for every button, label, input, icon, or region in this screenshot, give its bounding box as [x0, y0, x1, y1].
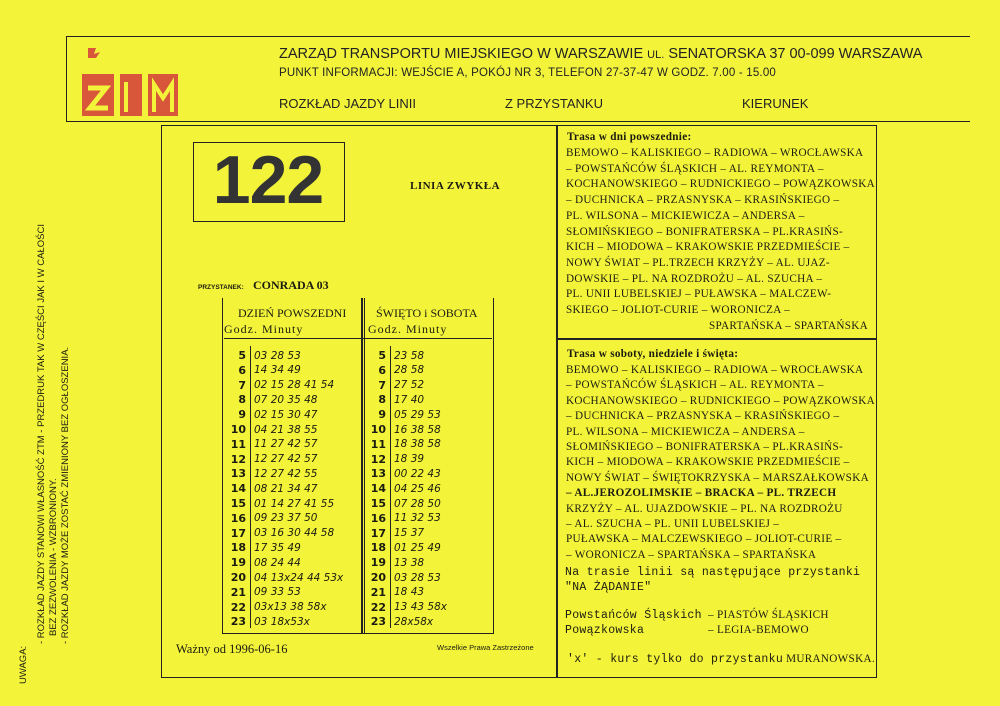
weekday-hour: 17 — [230, 526, 246, 540]
request-stop-right-1: – LEGIA-BEMOWO — [708, 624, 809, 636]
weekend-minutes: 04 25 46 — [394, 482, 441, 495]
weekday-route-line: SKIEGO – JOLIOT-CURIE – WORONICZA – — [566, 304, 790, 316]
weekday-minutes: 03 18x53x — [254, 615, 310, 628]
weekend-hour: 7 — [378, 378, 386, 392]
weekend-route-line: PL. WILSONA – MICKIEWICZA – ANDERSA – — [566, 425, 805, 438]
weekday-minutes: 08 21 34 47 — [254, 482, 318, 495]
request-stops-line2: "NA ŻĄDANIE" — [565, 581, 652, 594]
info-line: PUNKT INFORMACJI: WEJŚCIE A, POKÓJ NR 3, TELEFON 27-37-47 W GODZ. 7.00 - 15.00 — [279, 67, 777, 79]
weekend-route-line: – AL.JEROZOLIMSKIE – BRACKA – PL. TRZECH — [566, 487, 837, 500]
grid-header-rule — [224, 338, 492, 339]
weekday-minutes: 03 28 53 — [254, 349, 301, 362]
request-stop-right-0: – PIASTÓW ŚLĄSKICH — [708, 609, 829, 621]
weekend-hour: 19 — [370, 556, 386, 570]
weekend-route-line: SŁOMIŃSKIEGO – BONIFRATERSKA – PL.KRASIŃS- — [566, 441, 844, 453]
label-route: ROZKŁAD JAZDY LINII — [279, 96, 417, 111]
weekday-hour: 7 — [238, 378, 246, 392]
weekday-minutes: 08 24 44 — [254, 556, 301, 569]
weekend-hour: 6 — [378, 363, 386, 377]
weekday-minutes: 04 13x24 44 53x — [254, 571, 344, 584]
weekday-minutes: 11 27 42 57 — [254, 438, 318, 451]
weekday-route-line: PL. WILSONA – MICKIEWICZA – ANDERSA – — [566, 209, 805, 222]
side-note-2: BEZ ZEZWOLENIA - WZBRONIONY. — [48, 478, 59, 636]
weekday-minutes: 09 23 37 50 — [254, 512, 318, 525]
logo-mermaid-icon — [88, 48, 100, 58]
weekend-title: ŚWIĘTO i SOBOTA — [376, 306, 478, 320]
weekday-minutes: 04 21 38 55 — [254, 423, 318, 436]
weekend-minutes: 05 29 53 — [394, 408, 441, 421]
request-stop-left-0: Powstańców Śląskich — [565, 609, 702, 622]
weekend-route-line: KICH – MIODOWA – KRAKOWSKIE PRZEDMIEŚCIE – — [566, 456, 850, 469]
weekday-hour: 14 — [230, 482, 246, 496]
org-street-prefix: UL. — [647, 49, 665, 61]
weekend-minutes: 18 38 58 — [394, 438, 441, 451]
weekend-route-line: – WORONICZA – SPARTAŃSKA – SPARTAŃSKA — [566, 548, 817, 561]
weekend-route-line: KOCHANOWSKIEGO – RUDNICKIEGO – POWĄZKOWSKA — [566, 394, 876, 407]
weekend-route-line: BEMOWO – KALISKIEGO – RADIOWA – WROCŁAWSKA — [566, 364, 864, 376]
weekday-route-line: SPARTAŃSKA – SPARTAŃSKA — [709, 319, 868, 332]
weekend-hour: 12 — [370, 452, 386, 466]
weekend-minutes: 00 22 43 — [394, 467, 441, 480]
weekday-route-line: DOWSKIE – PL. NA ROZDROŻU – AL. SZUCHA – — [566, 272, 823, 285]
weekend-hour: 21 — [370, 585, 386, 599]
weekday-minutes: 09 33 53 — [254, 586, 301, 599]
weekday-hour: 11 — [230, 437, 246, 451]
weekday-minutes: 14 34 49 — [254, 364, 301, 377]
weekend-minutes: 15 37 — [394, 527, 425, 540]
weekend-route-line: PUŁAWSKA – MALCZEWSKIEGO – JOLIOT-CURIE – — [566, 533, 842, 546]
weekend-hour: 22 — [370, 600, 386, 614]
rights-notice: Wszelkie Prawa Zastrzeżone — [437, 643, 534, 652]
weekend-route-line: KRZYŻY – AL. UJAZDOWSKIE – PL. NA ROZDROŻU — [566, 502, 843, 515]
weekend-hour: 18 — [370, 541, 386, 555]
weekend-minutes: 27 52 — [394, 379, 425, 392]
weekend-hour: 9 — [378, 408, 386, 422]
weekend-hour: 17 — [370, 526, 386, 540]
weekend-hour: 16 — [370, 511, 386, 525]
weekend-minutes: 23 58 — [394, 349, 425, 362]
weekday-hour: 19 — [230, 556, 246, 570]
stop-name: CONRADA 03 — [253, 278, 329, 292]
weekday-minutes: 02 15 30 47 — [254, 408, 318, 421]
weekend-route-title: Trasa w soboty, niedziele i święta: — [567, 348, 739, 360]
weekend-route-line: – DUCHNICKA – PRZASNYSKA – KRASIŃSKIEGO – — [566, 410, 840, 423]
weekend-minutes: 11 32 53 — [394, 512, 441, 525]
weekday-hour: 8 — [238, 393, 246, 407]
weekend-minutes: 03 28 53 — [394, 571, 441, 584]
weekday-route-line: KICH – MIODOWA – KRAKOWSKIE PRZEDMIEŚCIE – — [566, 241, 850, 254]
weekend-route-line: – AL. SZUCHA – PL. UNII LUBELSKIEJ – — [566, 518, 780, 530]
route-divider — [557, 338, 877, 340]
weekday-hour: 15 — [230, 497, 246, 510]
weekend-minutes: 13 43 58x — [394, 601, 447, 614]
weekday-minutes: 17 35 49 — [254, 541, 301, 554]
weekend-minutes: 07 28 50 — [394, 497, 441, 510]
weekend-hour: 15 — [370, 497, 386, 510]
weekday-minutes: 07 20 35 48 — [254, 393, 318, 406]
org-address: SENATORSKA 37 00-099 WARSZAWA — [668, 46, 923, 62]
weekday-route-line: BEMOWO – KALISKIEGO – RADIOWA – WROCŁAWSKA — [566, 147, 864, 159]
weekday-minutes: 01 14 27 41 55 — [254, 497, 335, 510]
request-stops-line1: Na trasie linii są następujące przystanki — [565, 566, 861, 579]
weekend-minutes: 16 38 58 — [394, 423, 441, 436]
weekend-minutes: 18 43 — [394, 586, 425, 599]
weekday-hour: 9 — [238, 408, 246, 422]
weekday-title: DZIEŃ POWSZEDNI — [238, 306, 347, 320]
x-note — [567, 653, 875, 666]
weekend-minutes: 13 38 — [394, 556, 425, 569]
side-note-3: - ROZKŁAD JAZDY MOŻE ZOSTAĆ ZMIENIONY BEZ OGŁOSZENIA. — [60, 346, 71, 644]
weekend-minutes: 17 40 — [394, 393, 425, 406]
label-stop: Z PRZYSTANKU — [505, 96, 603, 111]
weekday-hour: 22 — [230, 600, 246, 614]
weekend-hour: 10 — [370, 423, 386, 436]
weekday-hour: 5 — [238, 349, 246, 362]
weekday-subtitle: Godz. Minuty — [224, 322, 304, 336]
weekend-hour: 14 — [370, 482, 386, 496]
weekday-hour: 21 — [230, 585, 246, 599]
weekend-hour: 13 — [370, 467, 386, 481]
weekday-hour: 23 — [230, 615, 246, 629]
org-line — [279, 46, 922, 62]
valid-from: Ważny od 1996-06-16 — [176, 642, 288, 656]
weekday-hour: 13 — [230, 467, 246, 481]
weekday-route-line: PL. UNII LUBELSKIEJ – PUŁAWSKA – MALCZEW- — [566, 288, 832, 301]
side-notes-label: UWAGA: — [18, 645, 29, 684]
weekend-hour-rule — [390, 346, 391, 628]
route-number: 122 — [212, 142, 324, 218]
weekday-hour: 16 — [230, 511, 246, 525]
weekday-hour: 10 — [230, 423, 246, 436]
weekday-minutes: 03 16 30 44 58 — [254, 527, 335, 540]
x-note-stop: MURANOWSKA. — [786, 653, 875, 665]
weekend-hour: 20 — [370, 571, 386, 584]
line-type: LINIA ZWYKŁA — [410, 180, 501, 192]
weekend-route-line: NOWY ŚWIAT – ŚWIĘTOKRZYSKA – MARSZAŁKOWSKA — [566, 471, 869, 484]
weekday-route-line: – DUCHNICKA – PRZASNYSKA – KRASIŃSKIEGO – — [566, 194, 840, 207]
weekday-hour: 6 — [238, 363, 246, 377]
weekday-hour: 18 — [230, 541, 246, 555]
weekday-minutes: 12 27 42 55 — [254, 467, 318, 480]
side-note-1: - ROZKŁAD JAZDY STANOWI WŁASNOŚĆ ZTM - PRZEDRUK TAK W CZĘŚCI JAK I W CAŁOŚCI — [36, 224, 47, 644]
weekend-minutes: 28 58 — [394, 364, 425, 377]
weekend-minutes: 01 25 49 — [394, 541, 441, 554]
weekend-hour: 8 — [378, 393, 386, 407]
weekend-hour: 11 — [370, 437, 386, 451]
stop-label: PRZYSTANEK: — [198, 284, 244, 291]
weekday-route-line: KOCHANOWSKIEGO – RUDNICKIEGO – POWĄZKOWSKA — [566, 178, 876, 191]
weekday-hour: 12 — [230, 452, 246, 466]
weekend-route-line: – POWSTAŃCÓW ŚLĄSKICH – AL. REYMONTA – — [566, 379, 824, 392]
column-divider — [556, 125, 558, 678]
request-stop-left-1: Powązkowska — [565, 624, 645, 637]
weekday-minutes: 02 15 28 41 54 — [254, 379, 335, 392]
weekend-hour: 5 — [378, 349, 386, 362]
weekday-route-line: – POWSTAŃCÓW ŚLĄSKICH – AL. REYMONTA – — [566, 162, 824, 175]
logo-block-t — [120, 74, 142, 116]
weekend-minutes: 18 39 — [394, 453, 425, 466]
weekday-minutes: 03x13 38 58x — [254, 601, 327, 614]
weekday-hour-rule — [250, 346, 251, 628]
x-note-prefix: 'x' - kurs tylko do przystanku — [567, 653, 784, 666]
weekday-route-title: Trasa w dni powszednie: — [567, 131, 692, 143]
timetable-grid — [222, 298, 494, 634]
weekday-route-line: NOWY ŚWIAT – PL.TRZECH KRZYŻY – AL. UJAZ- — [566, 256, 830, 269]
weekday-minutes: 12 27 42 57 — [254, 453, 318, 466]
weekday-route-line: SŁOMIŃSKIEGO – BONIFRATERSKA – PL.KRASIŃS- — [566, 225, 844, 238]
ztm-logo — [66, 36, 182, 120]
label-direction: KIERUNEK — [742, 96, 809, 111]
weekend-subtitle: Godz. Minuty — [368, 322, 448, 336]
weekend-hour: 23 — [370, 615, 386, 629]
org-name: ZARZĄD TRANSPORTU MIEJSKIEGO W WARSZAWIE — [279, 46, 644, 62]
weekend-minutes: 28x58x — [394, 615, 434, 628]
weekday-hour: 20 — [230, 571, 246, 584]
